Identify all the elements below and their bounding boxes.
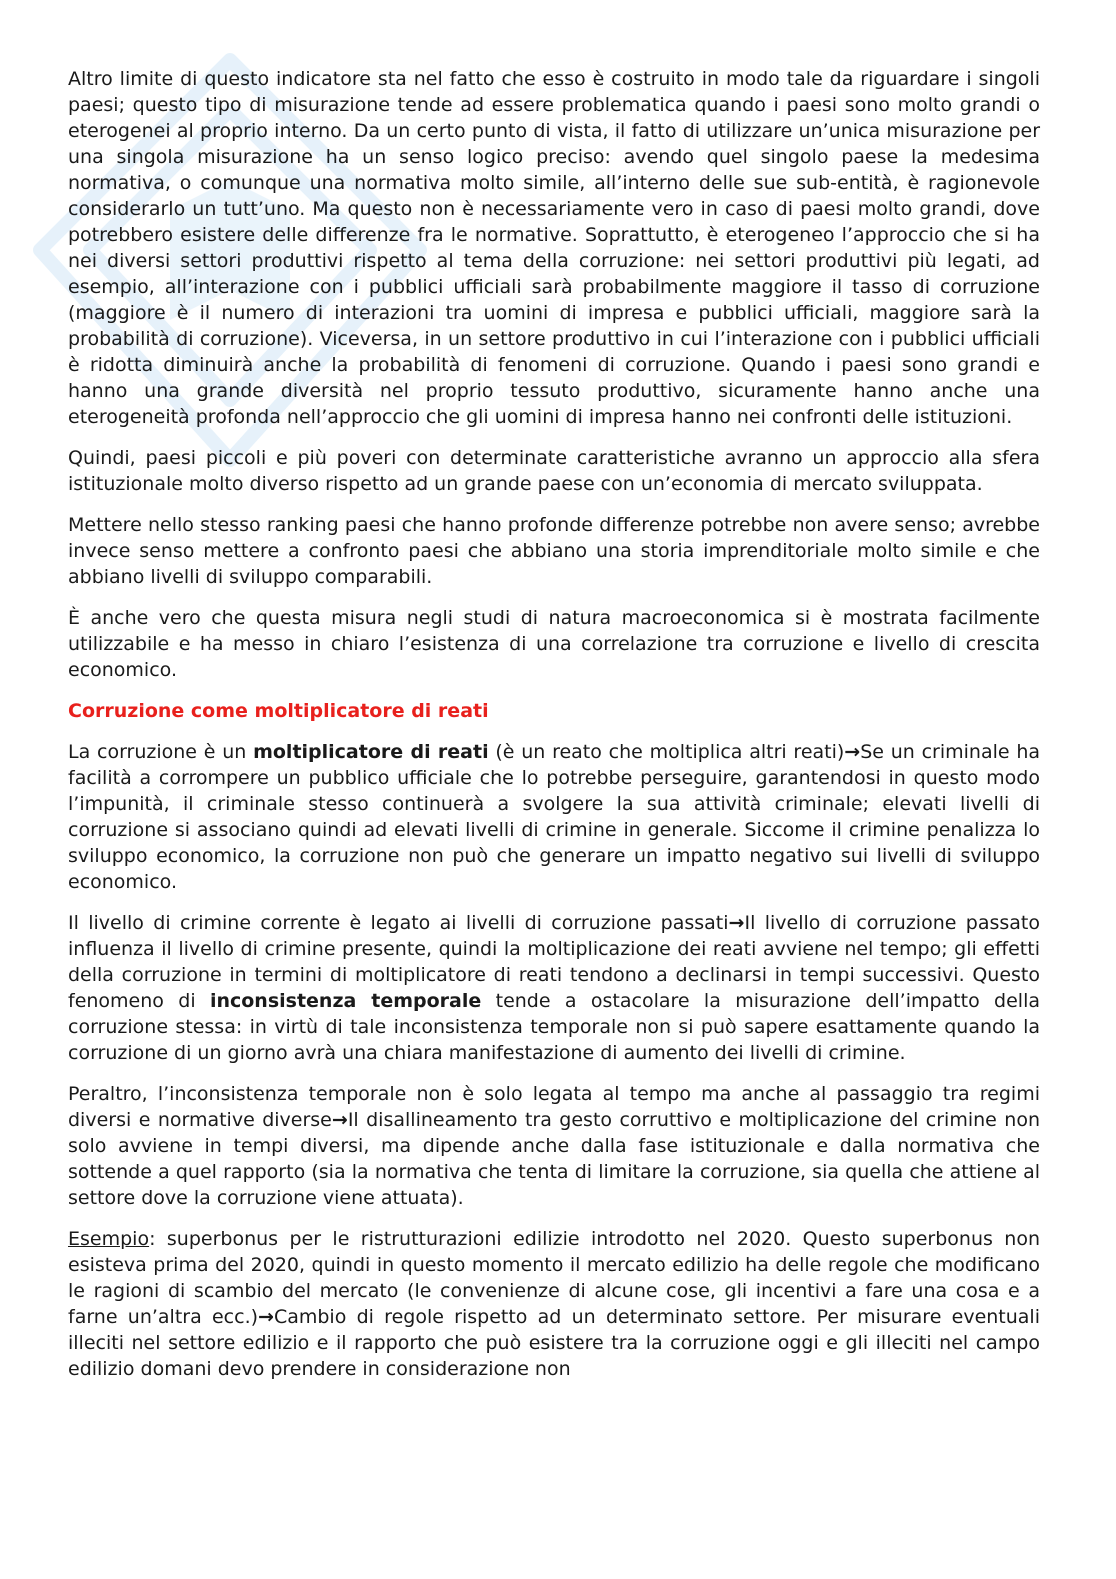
- paragraph-crime-multiplier: [68, 739, 1040, 895]
- paragraph-macroeconomic: È anche vero che questa misura negli studi di natura macroeconomica si è mostrata facilmente utilizzabile e ha messo in chiaro l’esistenza di una correlazione tra corruzione e livello di crescita economico.: [68, 607, 1040, 681]
- example-label: Esempio: [68, 1228, 150, 1250]
- text-run: La corruzione è un: [68, 741, 254, 763]
- text-run: Il livello di crimine corrente è legato ai livelli di corruzione passati: [68, 912, 729, 934]
- text-run: Il livello di corruzione passato influenza il livello di crimine presente, quindi la moltiplicazione dei reati avviene nel tempo; gli effetti della corruzione in termini di moltiplicatore di reati tendono a declinarsi in tempi successivi. Questo fenomeno di: [68, 912, 1040, 1012]
- text-run: Il disallineamento tra gesto corruttivo e moltiplicazione del crimine non solo avviene in tempi diversi, ma dipende anche dalla fase istituzionale e dalla normativa che sottende a quel rapporto (sia la normativa che tenta di limitare la corruzione, sia quella che attiene al settore dove la corruzione viene attuata).: [68, 1109, 1040, 1209]
- paragraph-example: [68, 1226, 1040, 1382]
- bold-term-multiplier: moltiplicatore di reati: [253, 741, 489, 763]
- arrow-icon: →: [728, 912, 745, 934]
- arrow-icon: →: [258, 1306, 274, 1328]
- arrow-icon: →: [844, 741, 861, 763]
- text-run: Peraltro, l’inconsistenza temporale non è solo legata al tempo ma anche al passaggio tra regimi diversi e normative diverse: [68, 1083, 1040, 1131]
- paragraph-ranking: Mettere nello stesso ranking paesi che hanno profonde differenze potrebbe non avere senso; avrebbe invece senso mettere a confronto paesi che abbiano una storia imprenditoriale molto simile e che abbiano livelli di sviluppo comparabili.: [68, 514, 1040, 588]
- text-run: tende a ostacolare la misurazione dell’impatto della corruzione stessa: in virtù di tale inconsistenza temporale non si può sapere esattamente quando la corruzione di un giorno avrà una chiara manifestazione di aumento dei livelli di crimine.: [68, 990, 1041, 1064]
- text-run: Se un criminale ha facilità a corrompere un pubblico ufficiale che lo potrebbe perseguire, garantendosi in questo modo l’impunità, il criminale stesso continuerà a svolgere la sua attività criminale; elevati livelli di corruzione si associano quindi ad elevati livelli di crimine in generale. Siccome il crimine penalizza lo sviluppo economico, la corruzione non può che generare un impatto negativo sui livelli di sviluppo economico.: [68, 741, 1041, 893]
- arrow-icon: →: [331, 1109, 348, 1131]
- document-page: [68, 66, 1040, 1397]
- paragraph-indicator-limits: Altro limite di questo indicatore sta nel fatto che esso è costruito in modo tale da riguardare i singoli paesi; questo tipo di misurazione tende ad essere problematica quando i paesi sono molto grandi o eterogenei al proprio interno. Da un certo punto di vista, il fatto di utilizzare un’unica misurazione per una singola misurazione ha un senso logico preciso: avendo quel singolo paese la medesima normativa, o comunque una normativa molto simile, all’interno delle sue sub-entità, è ragionevole considerarlo un tutt’uno. Ma questo non è necessariamente vero in caso di paesi molto grandi, dove potrebbero esistere delle differenze fra le normative. Soprattutto, è eterogeneo l’approccio che si ha nei diversi settori produttivi rispetto al tema della corruzione: nei settori produttivi più legati, ad esempio, all’interazione con i pubblici ufficiali sarà probabilmente maggiore il tasso di corruzione (maggiore è il numero di interazioni tra uomini di impresa e pubblici ufficiali, maggiore sarà la probabilità di corruzione). Viceversa, in un settore produttivo in cui l’interazione con i pubblici ufficiali è ridotta diminuirà anche la probabilità di fenomeni di corruzione. Quando i paesi sono grandi e hanno una grande diversità nel proprio tessuto produttivo, sicuramente hanno anche una eterogeneità profonda nell’approccio che gli uomini di impresa hanno nei confronti delle istituzioni.: [68, 68, 1040, 428]
- section-heading: Corruzione come moltiplicatore di reati: [68, 700, 489, 722]
- paragraph-small-countries: Quindi, paesi piccoli e più poveri con determinate caratteristiche avranno un approccio alla sfera istituzionale molto diverso rispetto ad un grande paese con un’economia di mercato sviluppata.: [68, 447, 1040, 495]
- text-run: : superbonus per le ristrutturazioni edilizie introdotto nel 2020. Questo superbonus non esisteva prima del 2020, quindi in questo momento il mercato edilizio ha delle regole che modificano le ragioni di scambio del mercato (le convenienze di alcune cose, gli incentivi a fare una cosa e a farne un’altra ecc.): [68, 1228, 1040, 1328]
- paragraph-time-inconsistency: [68, 910, 1040, 1066]
- text-run: (è un reato che moltiplica altri reati): [488, 741, 845, 763]
- paragraph-regimes: [68, 1081, 1040, 1211]
- bold-term-inconsistency: inconsistenza temporale: [209, 990, 482, 1012]
- text-run: Cambio di regole rispetto ad un determinato settore. Per misurare eventuali illeciti nel settore edilizio e il rapporto che può esistere tra la corruzione oggi e gli illeciti nel campo edilizio domani devo prendere in considerazione non: [68, 1306, 1040, 1380]
